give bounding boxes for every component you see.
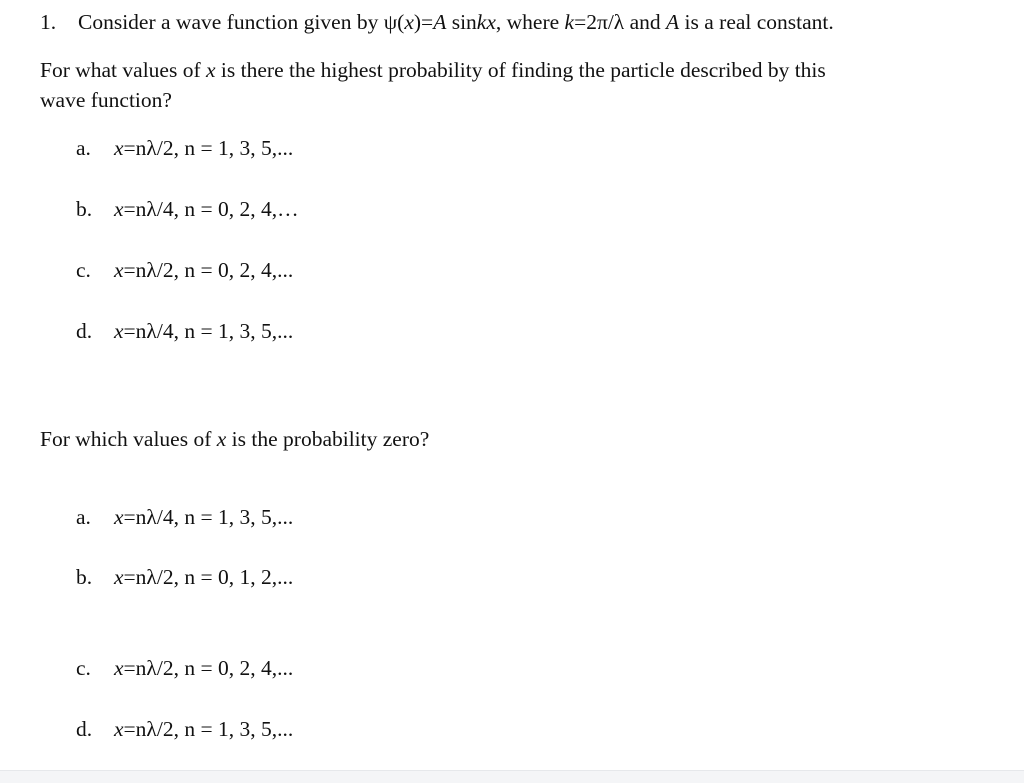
var-x: x [114, 505, 124, 529]
bottom-edge-strip [0, 770, 1024, 783]
option-letter: d. [76, 319, 93, 343]
option-letter: a. [76, 505, 91, 529]
var-x: x [216, 427, 227, 451]
prompt-text: is there the highest probability of finding the particle described by this [215, 58, 826, 82]
option-expression: =nλ/2, n = 0, 2, 4,... [123, 656, 294, 680]
header-text: ( [397, 10, 405, 34]
var-x: x [114, 717, 124, 741]
psi-symbol: ψ [383, 10, 398, 34]
var-x: x [114, 197, 124, 221]
header-text: , where [495, 10, 565, 34]
option-expression: =nλ/2, n = 0, 2, 4,... [123, 258, 294, 282]
option-letter: d. [76, 717, 93, 741]
header-text: Consider a wave function given by [78, 10, 384, 34]
var-kx: kx [476, 10, 496, 34]
option-letter: c. [76, 258, 91, 282]
option-expression: =nλ/4, n = 1, 3, 5,... [123, 505, 294, 529]
header-text: )= [413, 10, 434, 34]
var-x: x [114, 258, 124, 282]
part2-option-b[interactable] [76, 563, 293, 591]
part2-prompt [40, 425, 429, 453]
question-header [78, 8, 834, 36]
part1-prompt-line2: wave function? [40, 88, 172, 112]
var-x: x [404, 10, 414, 34]
part2-option-d[interactable] [76, 715, 293, 743]
var-x: x [114, 656, 124, 680]
option-expression: =nλ/4, n = 1, 3, 5,... [123, 319, 294, 343]
question-number: 1. [40, 10, 57, 34]
var-a: A [433, 10, 447, 34]
header-text: =2π/λ and [574, 10, 667, 34]
header-text: is a real constant. [679, 10, 834, 34]
var-a: A [666, 10, 680, 34]
option-expression: =nλ/4, n = 0, 2, 4,… [123, 197, 299, 221]
option-letter: b. [76, 565, 93, 589]
prompt-text: For what values of [40, 58, 206, 82]
prompt-text: For which values of [40, 427, 217, 451]
option-expression: =nλ/2, n = 1, 3, 5,... [123, 717, 294, 741]
option-expression: =nλ/2, n = 1, 3, 5,... [123, 136, 294, 160]
part1-option-d[interactable] [76, 317, 293, 345]
var-x: x [114, 565, 124, 589]
part2-option-a[interactable] [76, 503, 293, 531]
part1-option-b[interactable] [76, 195, 299, 223]
var-k: k [564, 10, 575, 34]
option-expression: =nλ/2, n = 0, 1, 2,... [123, 565, 294, 589]
var-x: x [206, 58, 216, 82]
option-letter: c. [76, 656, 91, 680]
prompt-text: is the probability zero? [226, 427, 430, 451]
sin-text: sin [446, 10, 477, 34]
part1-option-c[interactable] [76, 256, 293, 284]
var-x: x [114, 136, 124, 160]
var-x: x [114, 319, 124, 343]
part1-prompt-line1 [40, 56, 826, 84]
part1-option-a[interactable] [76, 134, 293, 162]
option-letter: a. [76, 136, 91, 160]
part2-option-c[interactable] [76, 654, 293, 682]
option-letter: b. [76, 197, 93, 221]
